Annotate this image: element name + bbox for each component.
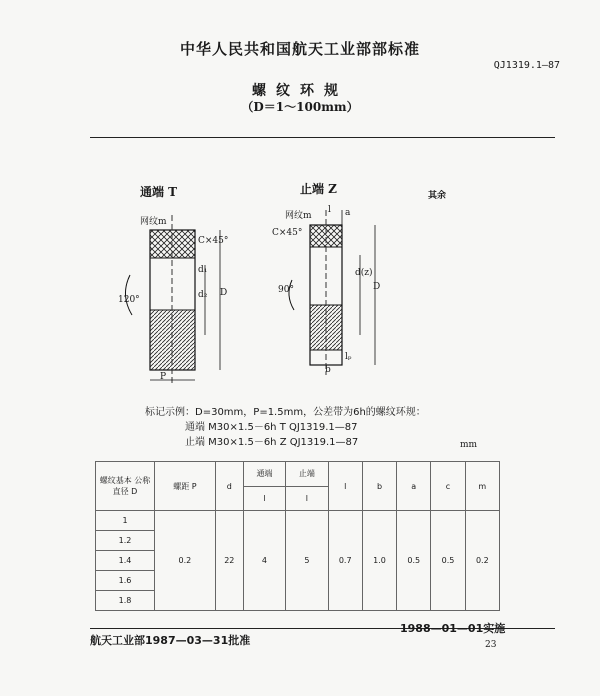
table-row-dia: 1.8: [96, 591, 155, 611]
cell-b: 1.0: [362, 511, 396, 611]
standard-header: 中华人民共和国航天工业部部标准: [179, 40, 420, 58]
marking-example-nogo: 止端 M30×1.5－6h Z QJ1319.1—87: [185, 437, 359, 448]
cell-d: 22: [215, 511, 243, 611]
nogo-end-label: 止端 Z: [300, 182, 337, 196]
d1-label: d₁: [198, 265, 208, 275]
D-label: D: [220, 288, 228, 298]
effective-date: 1988—01—01实施: [400, 622, 506, 635]
document-subtitle: （D＝1～100mm）: [241, 100, 359, 114]
d2-label: d₂: [198, 290, 208, 300]
cell-m: 0.2: [465, 511, 499, 611]
cell-a: 0.5: [397, 511, 431, 611]
nogo-knurl-label: 网纹m: [285, 211, 312, 221]
cell-c: 0.5: [431, 511, 465, 611]
header-c: c: [431, 462, 465, 511]
document-title: 螺纹环规: [252, 83, 348, 99]
lp-label: lₚ: [345, 352, 352, 362]
header-diameter: 螺纹基本 公称直径 D: [96, 462, 155, 511]
nogo-chamfer-label: C×45°: [272, 228, 303, 238]
header-d: d: [215, 462, 243, 511]
b-label: b: [325, 365, 331, 375]
go-end-label: 通端 T: [140, 185, 178, 199]
roughness-note: 其余: [428, 191, 447, 201]
nogo-D-label: D: [373, 282, 381, 292]
cell-go-l: 4: [243, 511, 285, 611]
cell-nogo-l: 5: [286, 511, 328, 611]
a-label: a: [345, 208, 351, 218]
chamfer-label: C×45°: [198, 236, 229, 246]
nogo-gauge-drawing: [280, 195, 400, 385]
header-l: l: [328, 462, 362, 511]
table-row-dia: 1: [96, 511, 155, 531]
angle-90-label: 90°: [278, 285, 294, 295]
table-row-dia: 1.2: [96, 531, 155, 551]
header-nogo: 止端: [286, 462, 328, 487]
dimension-table: [95, 461, 500, 611]
header-a: a: [397, 462, 431, 511]
header-m: m: [465, 462, 499, 511]
cell-pitch: 0.2: [155, 511, 216, 611]
l-label: l: [328, 205, 331, 215]
standard-code: QJ1319.1—87: [493, 60, 560, 71]
table-row-dia: 1.6: [96, 571, 155, 591]
header-nogo-l: l: [286, 486, 328, 511]
header-go-l: l: [243, 486, 285, 511]
dz-label: d(z): [355, 268, 373, 278]
cell-l: 0.7: [328, 511, 362, 611]
header-b: b: [362, 462, 396, 511]
approval-date: 航天工业部1987—03—31批准: [90, 634, 251, 647]
header-go: 通端: [243, 462, 285, 487]
knurl-label: 网纹m: [140, 217, 167, 227]
page-number: 23: [485, 640, 497, 650]
P-label: P: [160, 372, 167, 382]
unit-label: mm: [460, 440, 478, 450]
marking-example-intro: 标记示例：D=30mm，P=1.5mm，公差带为6h的螺纹环规：: [145, 407, 426, 418]
header-pitch: 螺距 P: [155, 462, 216, 511]
header-rule: [90, 137, 555, 138]
marking-example-go: 通端 M30×1.5－6h T QJ1319.1—87: [185, 422, 358, 433]
table-row-dia: 1.4: [96, 551, 155, 571]
angle-120-label: 120°: [118, 295, 140, 305]
